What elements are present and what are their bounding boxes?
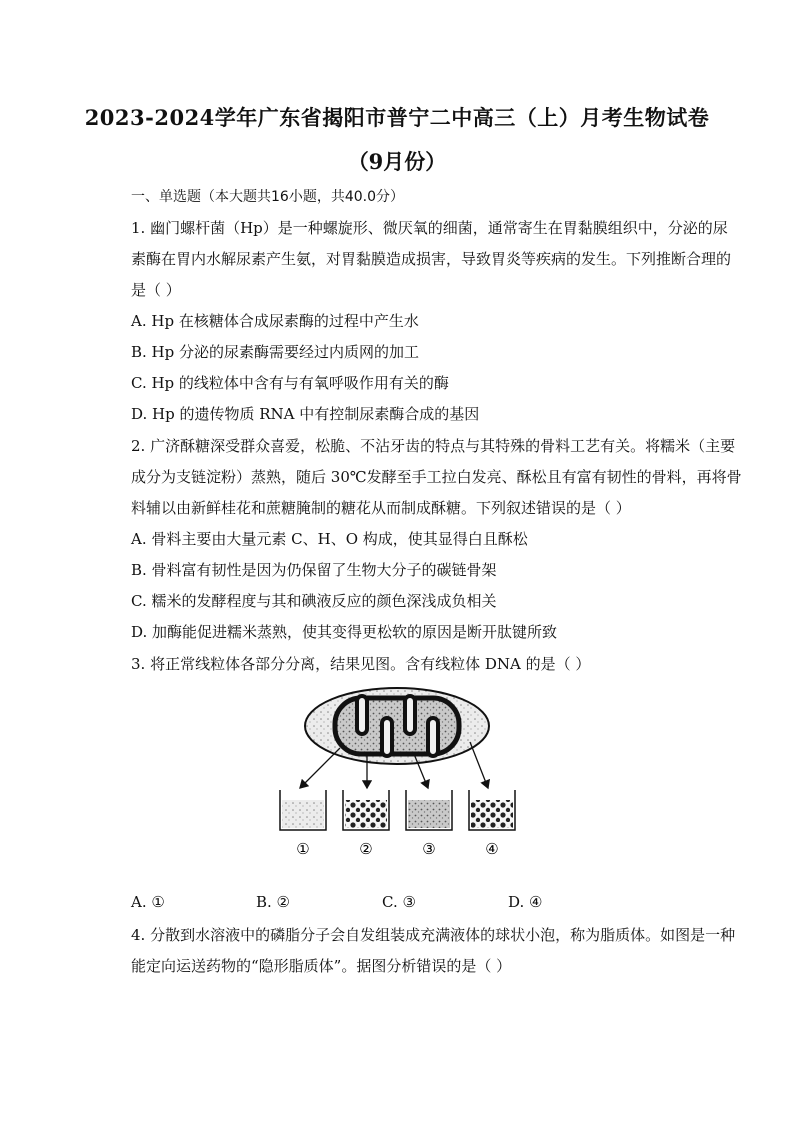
q1-option-a: A. Hp 在核糖体合成尿素酶的过程中产生水: [131, 312, 419, 330]
q2-option-d: D. 加酶能促进糯米蒸熟，使其变得更松软的原因是断开肽键所致: [131, 623, 558, 641]
q3-option-b: B. ②: [256, 893, 291, 911]
q2-stem-line-3: 料辅以由新鲜桂花和蔗糖腌制的糖花从而制成酥糖。下列叙述错误的是（ ）: [131, 499, 631, 517]
q4-stem-line-2: 能定向运送药物的“隐形脂质体”。据图分析错误的是（ ）: [131, 957, 512, 975]
tube-label-2: ②: [359, 840, 373, 858]
q1-option-c: C. Hp 的线粒体中含有与有氧呼吸作用有关的酶: [131, 374, 449, 392]
matrix: [335, 698, 459, 754]
q1-stem-line-3: 是（ ）: [131, 281, 181, 299]
mitochondria-figure: [270, 682, 530, 867]
page-subtitle: （9月份）: [347, 149, 447, 174]
q2-option-a: A. 骨料主要由大量元素 C、H、O 构成，使其显得白且酥松: [131, 530, 528, 548]
tube-label-1: ①: [296, 840, 310, 858]
tube-label-4: ④: [485, 840, 499, 858]
section-title: 一、单选题（本大题共16小题，共40.0分）: [131, 189, 404, 205]
tube-label-3: ③: [422, 840, 436, 858]
q2-stem-line-1: 2. 广济酥糖深受群众喜爱，松脆、不沾牙齿的特点与其特殊的骨料工艺有关。将糯米（主要: [131, 437, 736, 455]
q3-option-a: A. ①: [131, 893, 165, 911]
q2-stem-line-2: 成分为支链淀粉）蒸熟，随后 30℃发酵至手工拉白发亮、酥松且有富有韧性的骨料，再将骨: [131, 468, 742, 486]
q2-option-b: B. 骨料富有韧性是因为仍保留了生物大分子的碳链骨架: [131, 561, 497, 579]
q3-option-d: D. ④: [508, 893, 543, 911]
q3-stem: 3. 将正常线粒体各部分分离，结果见图。含有线粒体 DNA 的是（ ）: [131, 655, 591, 673]
q3-option-c: C. ③: [382, 893, 416, 911]
page-title: 2023-2024学年广东省揭阳市普宁二中高三（上）月考生物试卷: [84, 105, 710, 130]
q1-option-b: B. Hp 分泌的尿素酶需要经过内质网的加工: [131, 343, 420, 361]
q4-stem-line-1: 4. 分散到水溶液中的磷脂分子会自发组装成充满液体的球状小泡，称为脂质体。如图是一种: [131, 926, 736, 944]
q1-stem-line-1: 1. 幽门螺杆菌（Hp）是一种螺旋形、微厌氧的细菌，通常寄生在胃黏膜组织中，分泌的尿: [131, 219, 728, 237]
q2-option-c: C. 糯米的发酵程度与其和碘液反应的颜色深浅成负相关: [131, 592, 497, 610]
q1-stem-line-2: 素酶在胃内水解尿素产生氨，对胃黏膜造成损害，导致胃炎等疾病的发生。下列推断合理的: [131, 250, 732, 268]
q1-option-d: D. Hp 的遗传物质 RNA 中有控制尿素酶合成的基因: [131, 405, 480, 423]
